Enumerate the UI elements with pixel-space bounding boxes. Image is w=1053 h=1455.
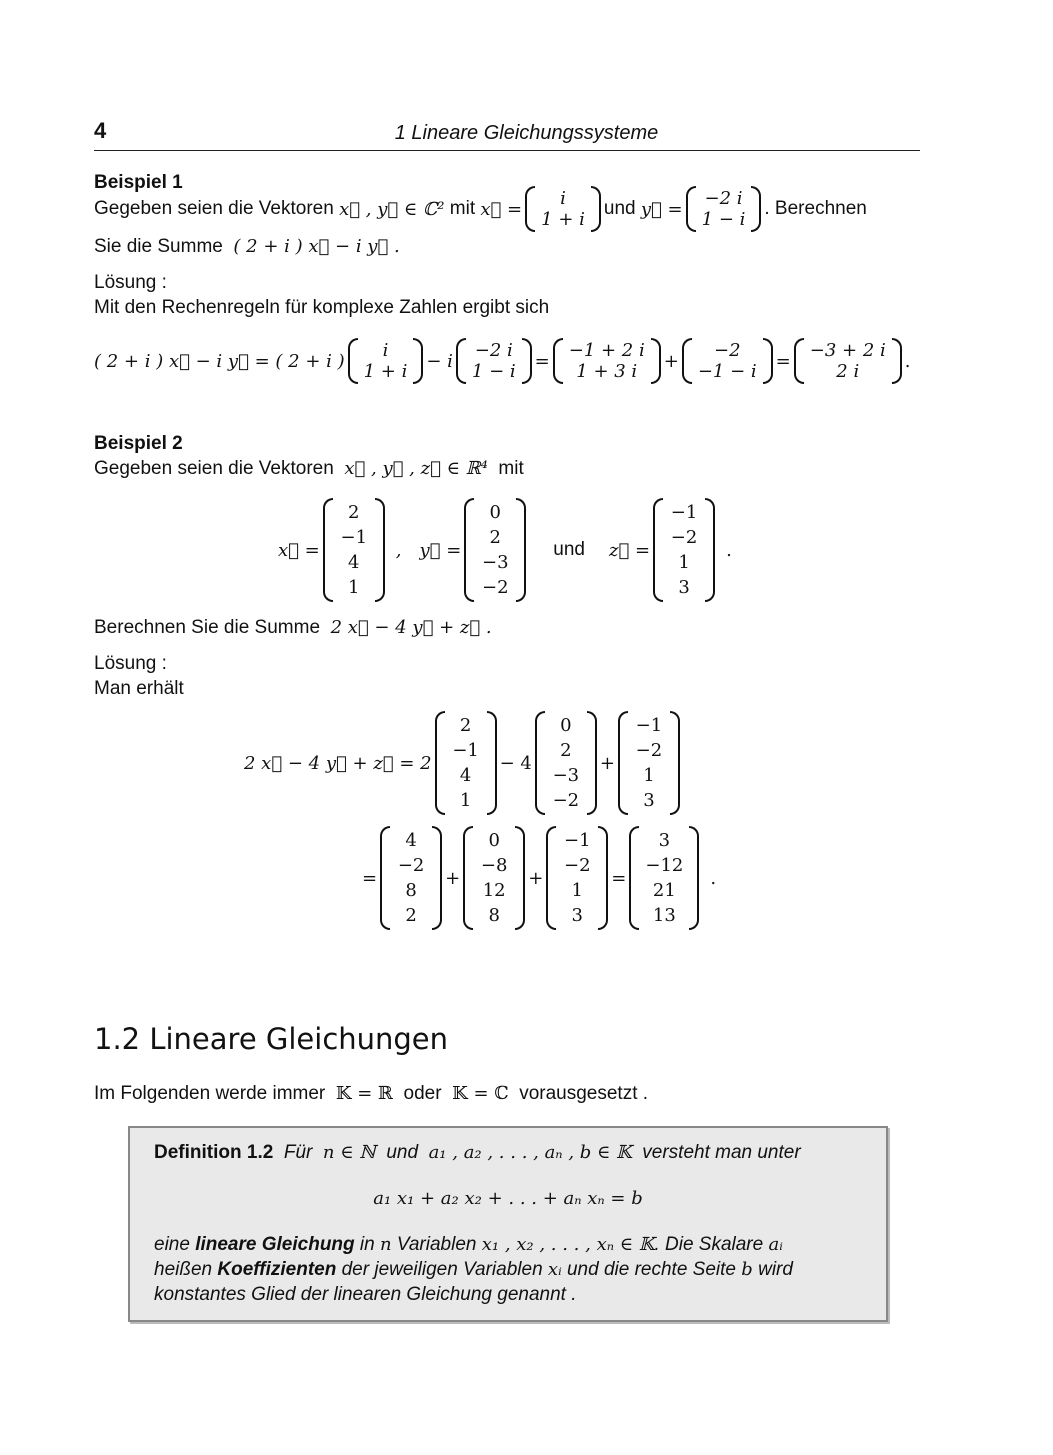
vector-entry: 1 + i bbox=[363, 361, 408, 382]
vector-entry: 12 bbox=[482, 880, 506, 901]
vector-entry: −3 bbox=[552, 765, 580, 786]
calc-x-vector bbox=[348, 338, 424, 384]
equals-sign: = bbox=[534, 350, 550, 372]
assumption-oder: oder bbox=[403, 1083, 442, 1104]
vector-entry: −1 − i bbox=[697, 361, 757, 382]
definition-versteht: versteht man unter bbox=[642, 1142, 801, 1163]
vector-entry: 0 bbox=[560, 715, 572, 736]
example-2-calc-line-2 bbox=[362, 826, 716, 930]
section-heading: 1.2 Lineare Gleichungen bbox=[94, 1022, 449, 1056]
vector-entry: 1 bbox=[348, 577, 360, 598]
assumption-text-1: Im Folgenden werde immer bbox=[94, 1083, 326, 1104]
period: . bbox=[710, 867, 717, 889]
plus-sign: + bbox=[599, 752, 615, 774]
assumption-text-2: vorausgesetzt . bbox=[519, 1083, 649, 1104]
example-2-title: Beispiel 2 bbox=[94, 433, 183, 454]
plus-sign: + bbox=[663, 350, 679, 372]
example-2-calc-line-1 bbox=[244, 711, 683, 815]
example-2-mit: mit bbox=[498, 458, 524, 479]
example-1-y-vector bbox=[686, 186, 762, 232]
definition-cond-2: a₁ , a₂ , . . . , aₙ , b ∈ 𝕂 bbox=[428, 1142, 632, 1163]
example-1-berechnen: . Berechnen bbox=[764, 198, 867, 219]
definition-fur: Für bbox=[283, 1142, 313, 1163]
definition-head bbox=[154, 1142, 801, 1164]
section-assumption bbox=[94, 1083, 648, 1105]
y-vector bbox=[464, 498, 526, 602]
calc-v3-vector bbox=[546, 826, 608, 930]
calc-v1-vector bbox=[380, 826, 442, 930]
vector-entry: 3 bbox=[643, 790, 655, 811]
vector-entry: −12 bbox=[645, 855, 684, 876]
vector-entry: −2 i bbox=[704, 188, 743, 209]
vector-entry: 1 + i bbox=[541, 209, 585, 230]
definition-b: b bbox=[741, 1259, 753, 1280]
vector-entry: −1 bbox=[452, 740, 479, 761]
example-1-solution-text: Mit den Rechenregeln für komplexe Zahlen ergibt sich bbox=[94, 297, 550, 318]
vector-entry: 2 bbox=[560, 740, 572, 761]
vector-entry: 1 − i bbox=[471, 361, 516, 382]
calc-r2-vector bbox=[682, 338, 773, 384]
vector-entry: 1 − i bbox=[701, 209, 746, 230]
vector-entry: −8 bbox=[480, 855, 508, 876]
definition-line-1 bbox=[154, 1234, 783, 1256]
calc-y-vector bbox=[535, 711, 597, 815]
vector-entry: 13 bbox=[652, 905, 676, 926]
vector-entry: 1 bbox=[678, 552, 690, 573]
equals-sign: = bbox=[362, 867, 378, 889]
example-1-calculation bbox=[94, 336, 911, 386]
vector-entry: i bbox=[560, 188, 566, 209]
minus-4: − 4 bbox=[499, 752, 532, 774]
definition-ai: aᵢ bbox=[768, 1234, 783, 1255]
example-1-task-expr: ( 2 + i ) x⃗ − i y⃗ . bbox=[233, 236, 400, 257]
vector-entry: −1 + 2 i bbox=[568, 340, 645, 361]
example-1-task bbox=[94, 236, 400, 258]
example-2-solution-label: Lösung : bbox=[94, 653, 167, 674]
calc-x-vector bbox=[435, 711, 497, 815]
vector-entry: −2 bbox=[564, 855, 591, 876]
definition-n: n bbox=[380, 1234, 392, 1255]
definition-cond-1: n ∈ ℕ bbox=[322, 1142, 376, 1163]
x-label: x⃗ = bbox=[278, 539, 320, 561]
example-1-x-label: x⃗ = bbox=[480, 198, 523, 220]
example-2-statement bbox=[94, 458, 524, 480]
assumption-expr-2: 𝕂 = ℂ bbox=[452, 1083, 509, 1104]
vector-entry: 2 bbox=[405, 905, 417, 926]
example-1-mit: mit bbox=[449, 198, 476, 219]
definition-t5: heißen bbox=[154, 1259, 213, 1280]
vector-entry: 4 bbox=[459, 765, 472, 786]
vector-entry: 0 bbox=[488, 830, 500, 851]
vector-entry: 3 bbox=[658, 830, 671, 851]
example-2-task-text: Berechnen Sie die Summe bbox=[94, 617, 321, 638]
example-2-intro: Gegeben seien die Vektoren bbox=[94, 458, 334, 479]
x-vector bbox=[323, 498, 385, 602]
plus-sign: + bbox=[445, 867, 461, 889]
vector-entry: 21 bbox=[652, 880, 676, 901]
y-label: y⃗ = bbox=[419, 539, 462, 561]
vector-entry: −1 bbox=[564, 830, 591, 851]
definition-t7: und die rechte Seite bbox=[566, 1259, 736, 1280]
vector-entry: 1 bbox=[571, 880, 583, 901]
vector-entry: 1 + 3 i bbox=[576, 361, 638, 382]
example-1-title: Beispiel 1 bbox=[94, 172, 183, 193]
vector-entry: −2 bbox=[397, 855, 425, 876]
example-1-intro: Gegeben seien die Vektoren bbox=[94, 198, 334, 219]
definition-t8: wird bbox=[758, 1259, 793, 1280]
z-label: z⃗ = bbox=[608, 539, 651, 561]
definition-t6: der jeweiligen Variablen bbox=[341, 1259, 543, 1280]
definition-equation: a₁ x₁ + a₂ x₂ + . . . + aₙ xₙ = b bbox=[373, 1188, 643, 1209]
vector-entry: 3 bbox=[678, 577, 690, 598]
vector-entry: −2 i bbox=[474, 340, 513, 361]
example-1-y-label: y⃗ = bbox=[640, 198, 683, 220]
vector-entry: 1 bbox=[459, 790, 472, 811]
definition-term-linear: lineare Gleichung bbox=[195, 1234, 355, 1255]
definition-t2: in bbox=[359, 1234, 375, 1255]
definition-term-coeff: Koeffizienten bbox=[217, 1259, 337, 1280]
definition-line-3: konstantes Glied der linearen Gleichung genannt . bbox=[154, 1284, 577, 1305]
definition-und: und bbox=[386, 1142, 419, 1163]
vector-entry: 3 bbox=[571, 905, 583, 926]
vector-entry: −1 bbox=[340, 527, 368, 548]
example-2-vectors bbox=[278, 498, 732, 602]
calc-z-vector bbox=[618, 711, 680, 815]
z-vector bbox=[653, 498, 715, 602]
definition-t4: . Die Skalare bbox=[654, 1234, 764, 1255]
definition-xi: xᵢ bbox=[547, 1259, 562, 1280]
equals-sign: = bbox=[611, 867, 627, 889]
definition-line-2 bbox=[154, 1259, 793, 1281]
vector-entry: 2 bbox=[489, 527, 501, 548]
example-1-solution-label: Lösung : bbox=[94, 272, 167, 293]
assumption-expr-1: 𝕂 = ℝ bbox=[335, 1083, 393, 1104]
period: . bbox=[726, 539, 732, 561]
calc-r1-vector bbox=[553, 338, 661, 384]
example-2-task-expr: 2 x⃗ − 4 y⃗ + z⃗ . bbox=[330, 617, 492, 638]
chapter-title: 1 Lineare Gleichungssysteme bbox=[394, 122, 659, 144]
vector-entry: −1 bbox=[670, 502, 698, 523]
period: . bbox=[904, 350, 911, 372]
definition-vars: x₁ , x₂ , . . . , xₙ ∈ 𝕂 bbox=[481, 1234, 655, 1255]
vector-entry: −1 bbox=[635, 715, 663, 736]
equals-sign: = bbox=[775, 350, 791, 372]
vector-entry: 4 bbox=[405, 830, 417, 851]
vector-entry: 8 bbox=[405, 880, 417, 901]
definition-box bbox=[128, 1126, 888, 1322]
vector-entry: 2 i bbox=[836, 361, 860, 382]
plus-sign: + bbox=[528, 867, 544, 889]
vector-entry: 2 bbox=[348, 502, 360, 523]
example-1-task-text: Sie die Summe bbox=[94, 236, 223, 257]
example-1-und: und bbox=[603, 198, 636, 219]
vector-entry: −3 bbox=[482, 552, 509, 573]
definition-t1: eine bbox=[154, 1234, 190, 1255]
comma: , bbox=[395, 539, 402, 561]
example-2-task bbox=[94, 617, 492, 639]
calc-v2-vector bbox=[463, 826, 525, 930]
calc-y-vector bbox=[456, 338, 532, 384]
example-1-x-vector bbox=[525, 186, 601, 232]
vector-entry: 0 bbox=[489, 502, 501, 523]
vector-entry: 8 bbox=[488, 905, 500, 926]
header-rule bbox=[94, 150, 920, 151]
example-2-solution-text: Man erhält bbox=[94, 678, 184, 699]
example-2-set: x⃗ , y⃗ , z⃗ ∈ ℝ⁴ bbox=[344, 458, 488, 479]
calc-lhs: ( 2 + i ) x⃗ − i y⃗ = ( 2 + i ) bbox=[94, 350, 345, 372]
vector-entry: −2 bbox=[670, 527, 698, 548]
vector-entry: −2 bbox=[635, 740, 663, 761]
example-1-set: x⃗ , y⃗ ∈ ℂ² bbox=[339, 198, 445, 220]
calc-r3-vector bbox=[794, 338, 902, 384]
example-1-statement bbox=[94, 184, 867, 234]
vector-entry: −2 bbox=[482, 577, 509, 598]
calc-minus-i: − i bbox=[426, 350, 453, 372]
vector-entry: −2 bbox=[552, 790, 580, 811]
vector-entry: 2 bbox=[459, 715, 472, 736]
calc-v4-vector bbox=[629, 826, 699, 930]
definition-label: Definition 1.2 bbox=[154, 1142, 274, 1163]
definition-t3: Variablen bbox=[396, 1234, 477, 1255]
vector-entry: −2 bbox=[713, 340, 741, 361]
und-word: und bbox=[553, 539, 585, 560]
calc-line-1-lhs: 2 x⃗ − 4 y⃗ + z⃗ = 2 bbox=[244, 752, 432, 774]
page-number: 4 bbox=[94, 118, 107, 143]
vector-entry: −3 + 2 i bbox=[809, 340, 886, 361]
vector-entry: 1 bbox=[643, 765, 655, 786]
vector-entry: 4 bbox=[348, 552, 360, 573]
vector-entry: i bbox=[382, 340, 389, 361]
